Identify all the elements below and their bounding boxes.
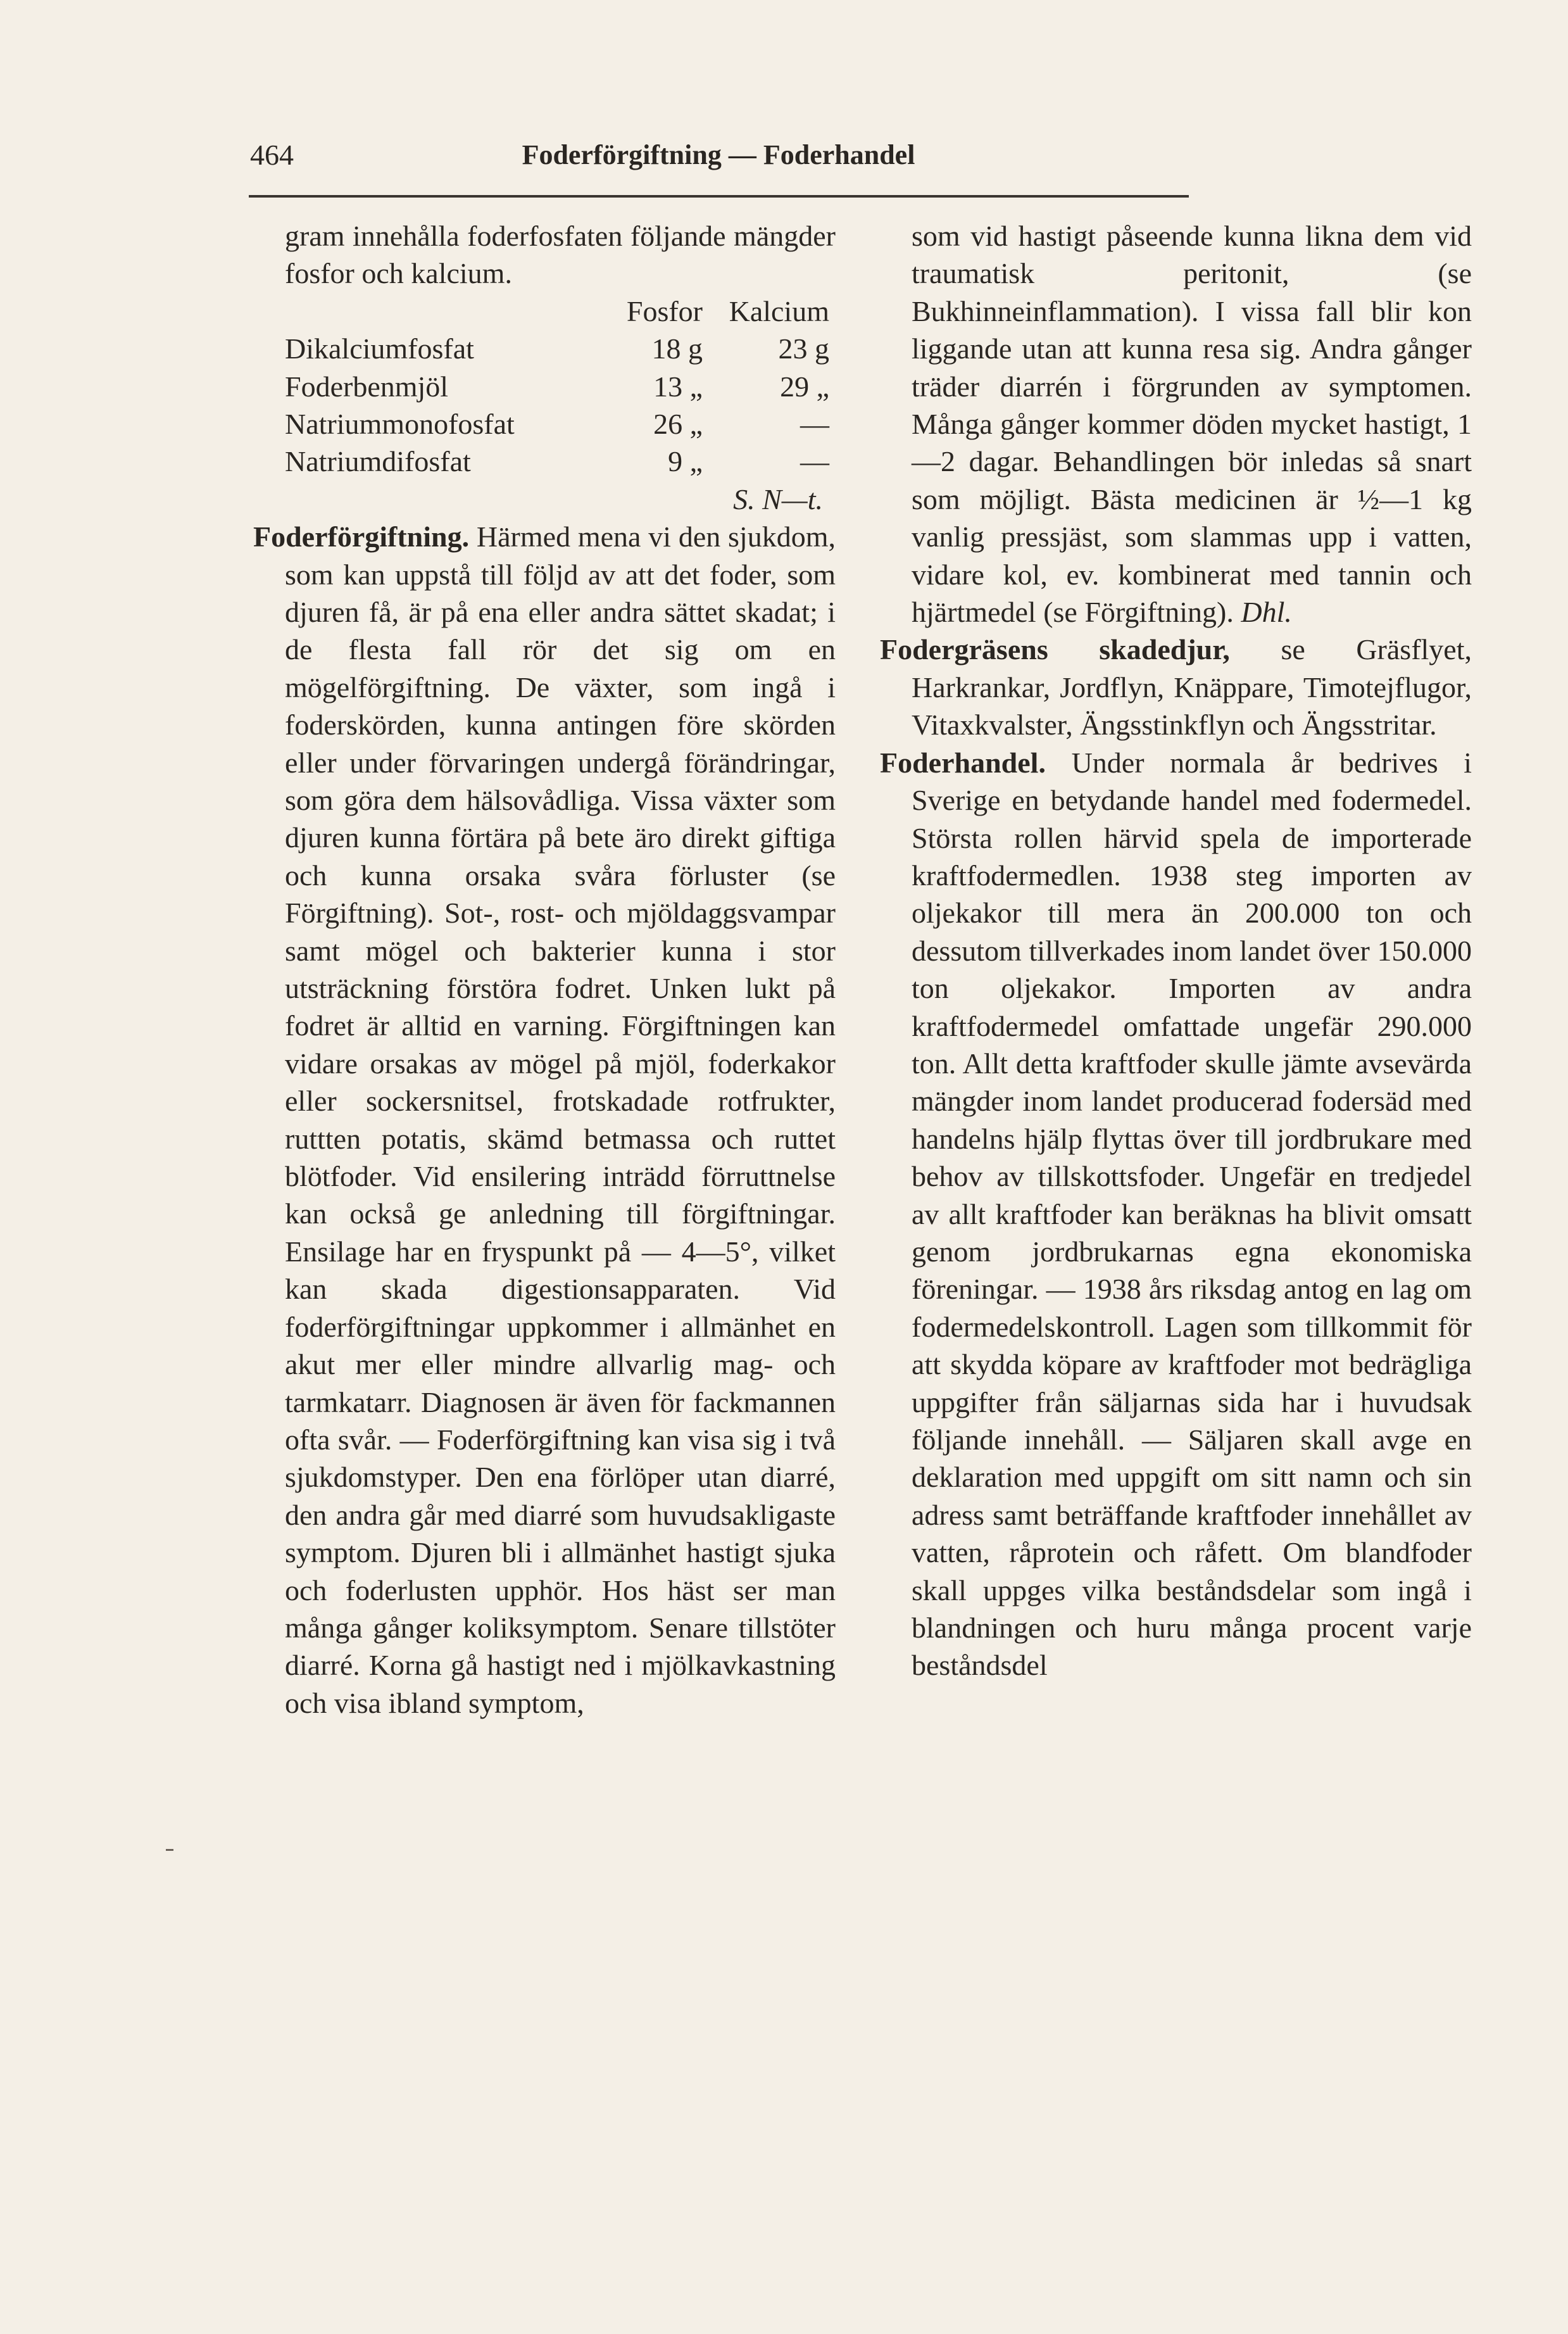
- continuation-paragraph: [880, 217, 1472, 631]
- table-cell-name: Natriummonofosfat: [285, 407, 515, 440]
- table-header-fosfor: Fosfor: [626, 294, 703, 327]
- table-header-kalcium: Kalcium: [729, 294, 829, 327]
- entry-term: Foderhandel.: [880, 746, 1046, 779]
- table-cell-name: Foderbenmjöl: [285, 370, 449, 403]
- phosphate-table: [253, 293, 836, 481]
- table-cell-kalcium: 23 g: [778, 332, 829, 365]
- table-cell-fosfor: 18 g: [651, 332, 703, 365]
- table-cell-kalcium: 29 „: [780, 370, 829, 403]
- table-row: [285, 330, 836, 367]
- table-cell-kalcium: —: [800, 445, 829, 478]
- page-number: 464: [250, 139, 294, 171]
- table-cell-name: Natriumdifosfat: [285, 445, 471, 478]
- table-cell-fosfor: 26 „: [653, 407, 703, 440]
- right-column: [880, 217, 1472, 1684]
- continuation-text: som vid hastigt påseende kunna likna dem vid traumatisk peritonit, (se Bukhinneinflammation). I vissa fall blir kon liggande utan att kunna resa sig. Andra gånger träder diarrén i förgrunden av symptomen. Många gånger kommer döden mycket hastigt, 1—2 dagar. Behandlingen bör inledas så snart som möjligt. Bästa medicinen är ½—1 kg vanlig pressjäst, som slammas upp i vatten, vidare kol, ev. kombinerat med tannin och hjärtmedel (se Förgiftning).: [912, 220, 1472, 629]
- header-rule: [249, 195, 1189, 198]
- page-mark: [166, 1849, 173, 1851]
- table-header-name: [285, 293, 582, 330]
- author-signature: S. N—t.: [733, 483, 823, 515]
- page-header: [250, 136, 1187, 187]
- table-cell-fosfor: 13 „: [653, 370, 703, 403]
- entry-foderhandel: [880, 744, 1472, 1684]
- table-row: [285, 368, 836, 405]
- entry-term: Fodergräsens skadedjur,: [880, 633, 1230, 666]
- entry-text: se Gräsflyet, Harkrankar, Jordflyn, Knäppare, Timotejflugor, Vitaxkvalster, Ängsstinkflyn och Ängsstritar.: [912, 633, 1472, 741]
- author-signature: Dhl.: [1241, 596, 1292, 629]
- table-row: [285, 405, 836, 443]
- table-cell-fosfor: 9 „: [668, 445, 703, 478]
- entry-text: Härmed mena vi den sjukdom, som kan uppstå till följd av att det foder, som djuren få, är på ena eller andra sättet skadat; i de flesta fall rör det sig om en mögelförgiftning. De växter, som ingå i foderskörden, kunna antingen före skörden eller under förvaringen undergå förändringar, som göra dem hälsovådliga. Vissa växter som djuren kunna förtära på bete äro direkt giftiga och kunna orsaka svåra förluster (se Förgiftning). Sot-, rost- och mjöldaggsvampar samt mögel och bakterier kunna i stor utsträckning förstöra fodret. Unken lukt på fodret är alltid en varning. Förgiftningen kan vidare orsakas av mögel på mjöl, foderkakor eller sockersnitsel, frotskadade rotfrukter, ruttten potatis, skämd betmassa och ruttet blötfoder. Vid ensilering inträdd förruttnelse kan också ge anledning till förgiftningar. Ensilage har en fryspunkt på — 4—5°, vilket kan skada digestionsapparaten. Vid foderförgiftningar uppkommer i allmänhet en akut mer eller mindre allvarlig mag- och tarmkatarr. Diagnosen är även för fackmannen ofta svår. — Foderförgiftning kan visa sig i två sjukdomstyper. Den ena förlöper utan diarré, den andra går med diarré som huvudsakligaste symptom. Djuren bli i allmänhet hastigt sjuka och foderlusten upphör. Hos häst ser man många gånger koliksymptom. Senare tillstöter diarré. Korna gå hastigt ned i mjölkavkastning och visa ibland symptom,: [285, 520, 836, 1719]
- entry-fodergrasens-skadedjur: [880, 631, 1472, 743]
- table-cell-name: Dikalciumfosfat: [285, 332, 474, 365]
- table-row: [285, 443, 836, 480]
- table-header-row: [285, 293, 836, 330]
- intro-paragraph: gram innehålla foderfosfaten följande mängder fosfor och kalcium.: [285, 220, 836, 290]
- entry-term: Foderförgiftning.: [253, 520, 470, 553]
- table-cell-kalcium: —: [800, 407, 829, 440]
- left-column: [253, 217, 836, 1722]
- running-title: Foderförgiftning — Foderhandel: [522, 139, 915, 170]
- entry-text: Under normala år bedrives i Sverige en betydande handel med fodermedel. Största rollen härvid spela de importerade kraftfodermedlen. 1938 steg importen av oljekakor till mera än 200.000 ton och dessutom tillverkades inom landet över 150.000 ton oljekakor. Importen av andra kraftfodermedel omfattade ungefär 290.000 ton. Allt detta kraftfoder skulle jämte avsevärda mängder inom landet producerad fodersäd med handelns hjälp flyttas över till jordbrukare med behov av tillskottsfoder. Ungefär en tredjedel av allt kraftfoder kan beräknas ha blivit omsatt genom jordbrukarnas egna ekonomiska föreningar. — 1938 års riksdag antog en lag om fodermedelskontroll. Lagen som tillkommit för att skydda köpare av kraftfoder mot bedrägliga uppgifter från säljarnas sida har i huvudsak följande innehåll. — Säljaren skall avge en deklaration med uppgift om sitt namn och sin adress samt beträffande kraftfoder innehållet av vatten, råprotein och råfett. Om blandfoder skall uppges vilka beståndsdelar som ingå i blandningen och huru många procent varje beståndsdel: [912, 746, 1472, 1682]
- entry-foderforgiftning: [253, 518, 836, 1722]
